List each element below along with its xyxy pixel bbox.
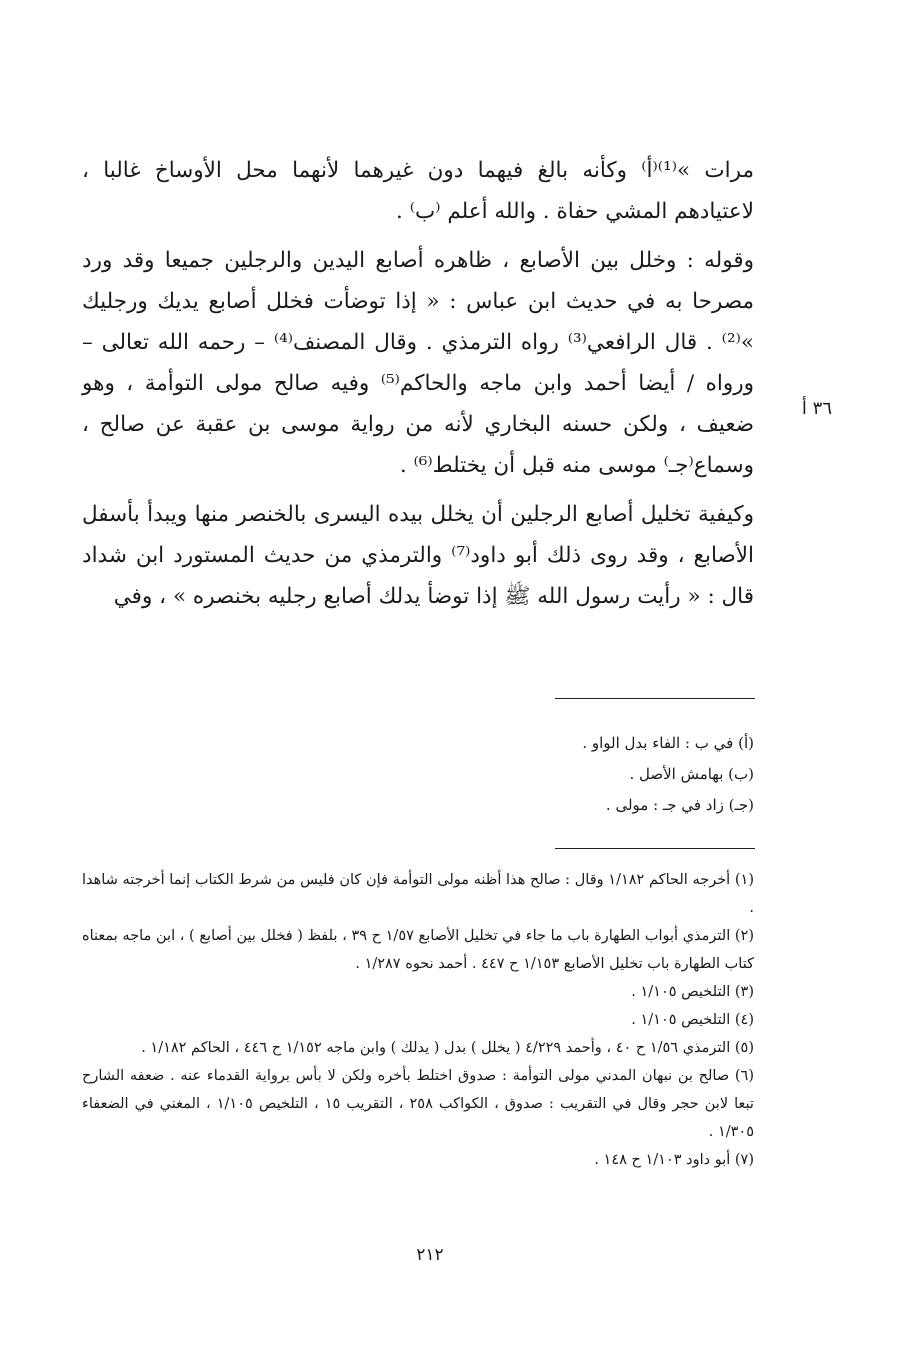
footnotes-divider	[555, 848, 755, 849]
footnote-1: (١) أخرجه الحاكم ١/١٨٢ وقال : صالح هذا أظنه مولى التوأمة فإن كان فليس من شرط الكتاب إنما أخرجته شاهدا .	[82, 872, 754, 916]
variant-b: (ب) بهامش الأصل .	[629, 765, 754, 783]
footnote-7: (٧) أبو داود ١/١٠٣ ح ١٤٨ .	[594, 1152, 754, 1168]
footnote-5: (٥) الترمذي ١/٥٦ ح ٤٠ ، وأحمد ٤/٢٢٩ ( يخلل ) بدل ( يدلك ) وابن ماجه ١/١٥٢ ح ٤٤٦ ، الحاكم ١/١٨٢ .	[141, 1040, 754, 1056]
footnotes	[82, 866, 754, 1174]
footnote-2: (٢) الترمذي أبواب الطهارة باب ما جاء في تخليل الأصابع ١/٥٧ ح ٣٩ ، بلفظ ( فخلل بين أصابع ) ، ابن ماجه بمعناه كتاب الطهارة باب تخليل الأصابع ١/١٥٣ ح ٤٤٧ . أحمد نحوه ١/٢٨٧ .	[82, 928, 755, 972]
footnote-4: (٤) التلخيص ١/١٠٥ .	[631, 1012, 754, 1028]
paragraph-1: مرات »⁽¹⁾⁽أ⁾ وكأنه بالغ فيهما دون غيرهما لأنهما محل الأوساخ غالبا ، لاعتيادهم المشي حفاة . والله أعلم ⁽ب⁾ .	[82, 158, 754, 224]
variant-a: (أ) في ب : الفاء بدل الواو .	[582, 734, 754, 752]
manuscript-folio-note: ٣٦ أ	[801, 398, 832, 419]
variant-c: (جـ) زاد في جـ : مولى .	[605, 796, 754, 814]
footnote-6: (٦) صالح بن نبهان المدني مولى التوأمة : صدوق اختلط بأخره ولكن لا بأس برواية القدماء عنه . ضعفه الشارح تبعا لابن حجر وقال في التقريب : صدوق ، الكواكب ٢٥٨ ، التقريب ١٥ ، التلخيص ١/١٠٥ ، المغني في الضعفاء ١/٣٠٥ .	[82, 1068, 754, 1140]
footnote-3: (٣) التلخيص ١/١٠٥ .	[631, 984, 754, 1000]
main-text	[82, 150, 754, 617]
variant-readings	[300, 728, 754, 821]
page-number: ٢١٢	[416, 1245, 444, 1265]
variants-divider	[555, 698, 755, 699]
paragraph-3: وكيفية تخليل أصابع الرجلين أن يخلل بيده اليسرى بالخنصر منها ويبدأ بأسفل الأصابع ، وقد روى ذلك أبو داود⁽⁷⁾ والترمذي من حديث المستورد ابن شداد قال : « رأيت رسول الله ﷺ إذا توضأ يدلك أصابع رجليه بخنصره » ، وفي	[82, 502, 754, 609]
paragraph-2: وقوله : وخلل بين الأصابع ، ظاهره أصابع اليدين والرجلين جميعا وقد ورد مصرحا به في حديث ابن عباس : « إذا توضأت فخلل أصابع يديك ورجليك »⁽²⁾ . قال الرافعي⁽³⁾ رواه الترمذي . وقال المصنف⁽⁴⁾ – رحمه الله تعالى – ورواه / أيضا أحمد وابن ماجه والحاكم⁽⁵⁾ وفيه صالح مولى التوأمة ، وهو ضعيف ، ولكن حسنه البخاري لأنه من رواية موسى بن عقبة عن صالح ، وسماع⁽جـ⁾ موسى منه قبل أن يختلط⁽⁶⁾ .	[82, 248, 754, 478]
